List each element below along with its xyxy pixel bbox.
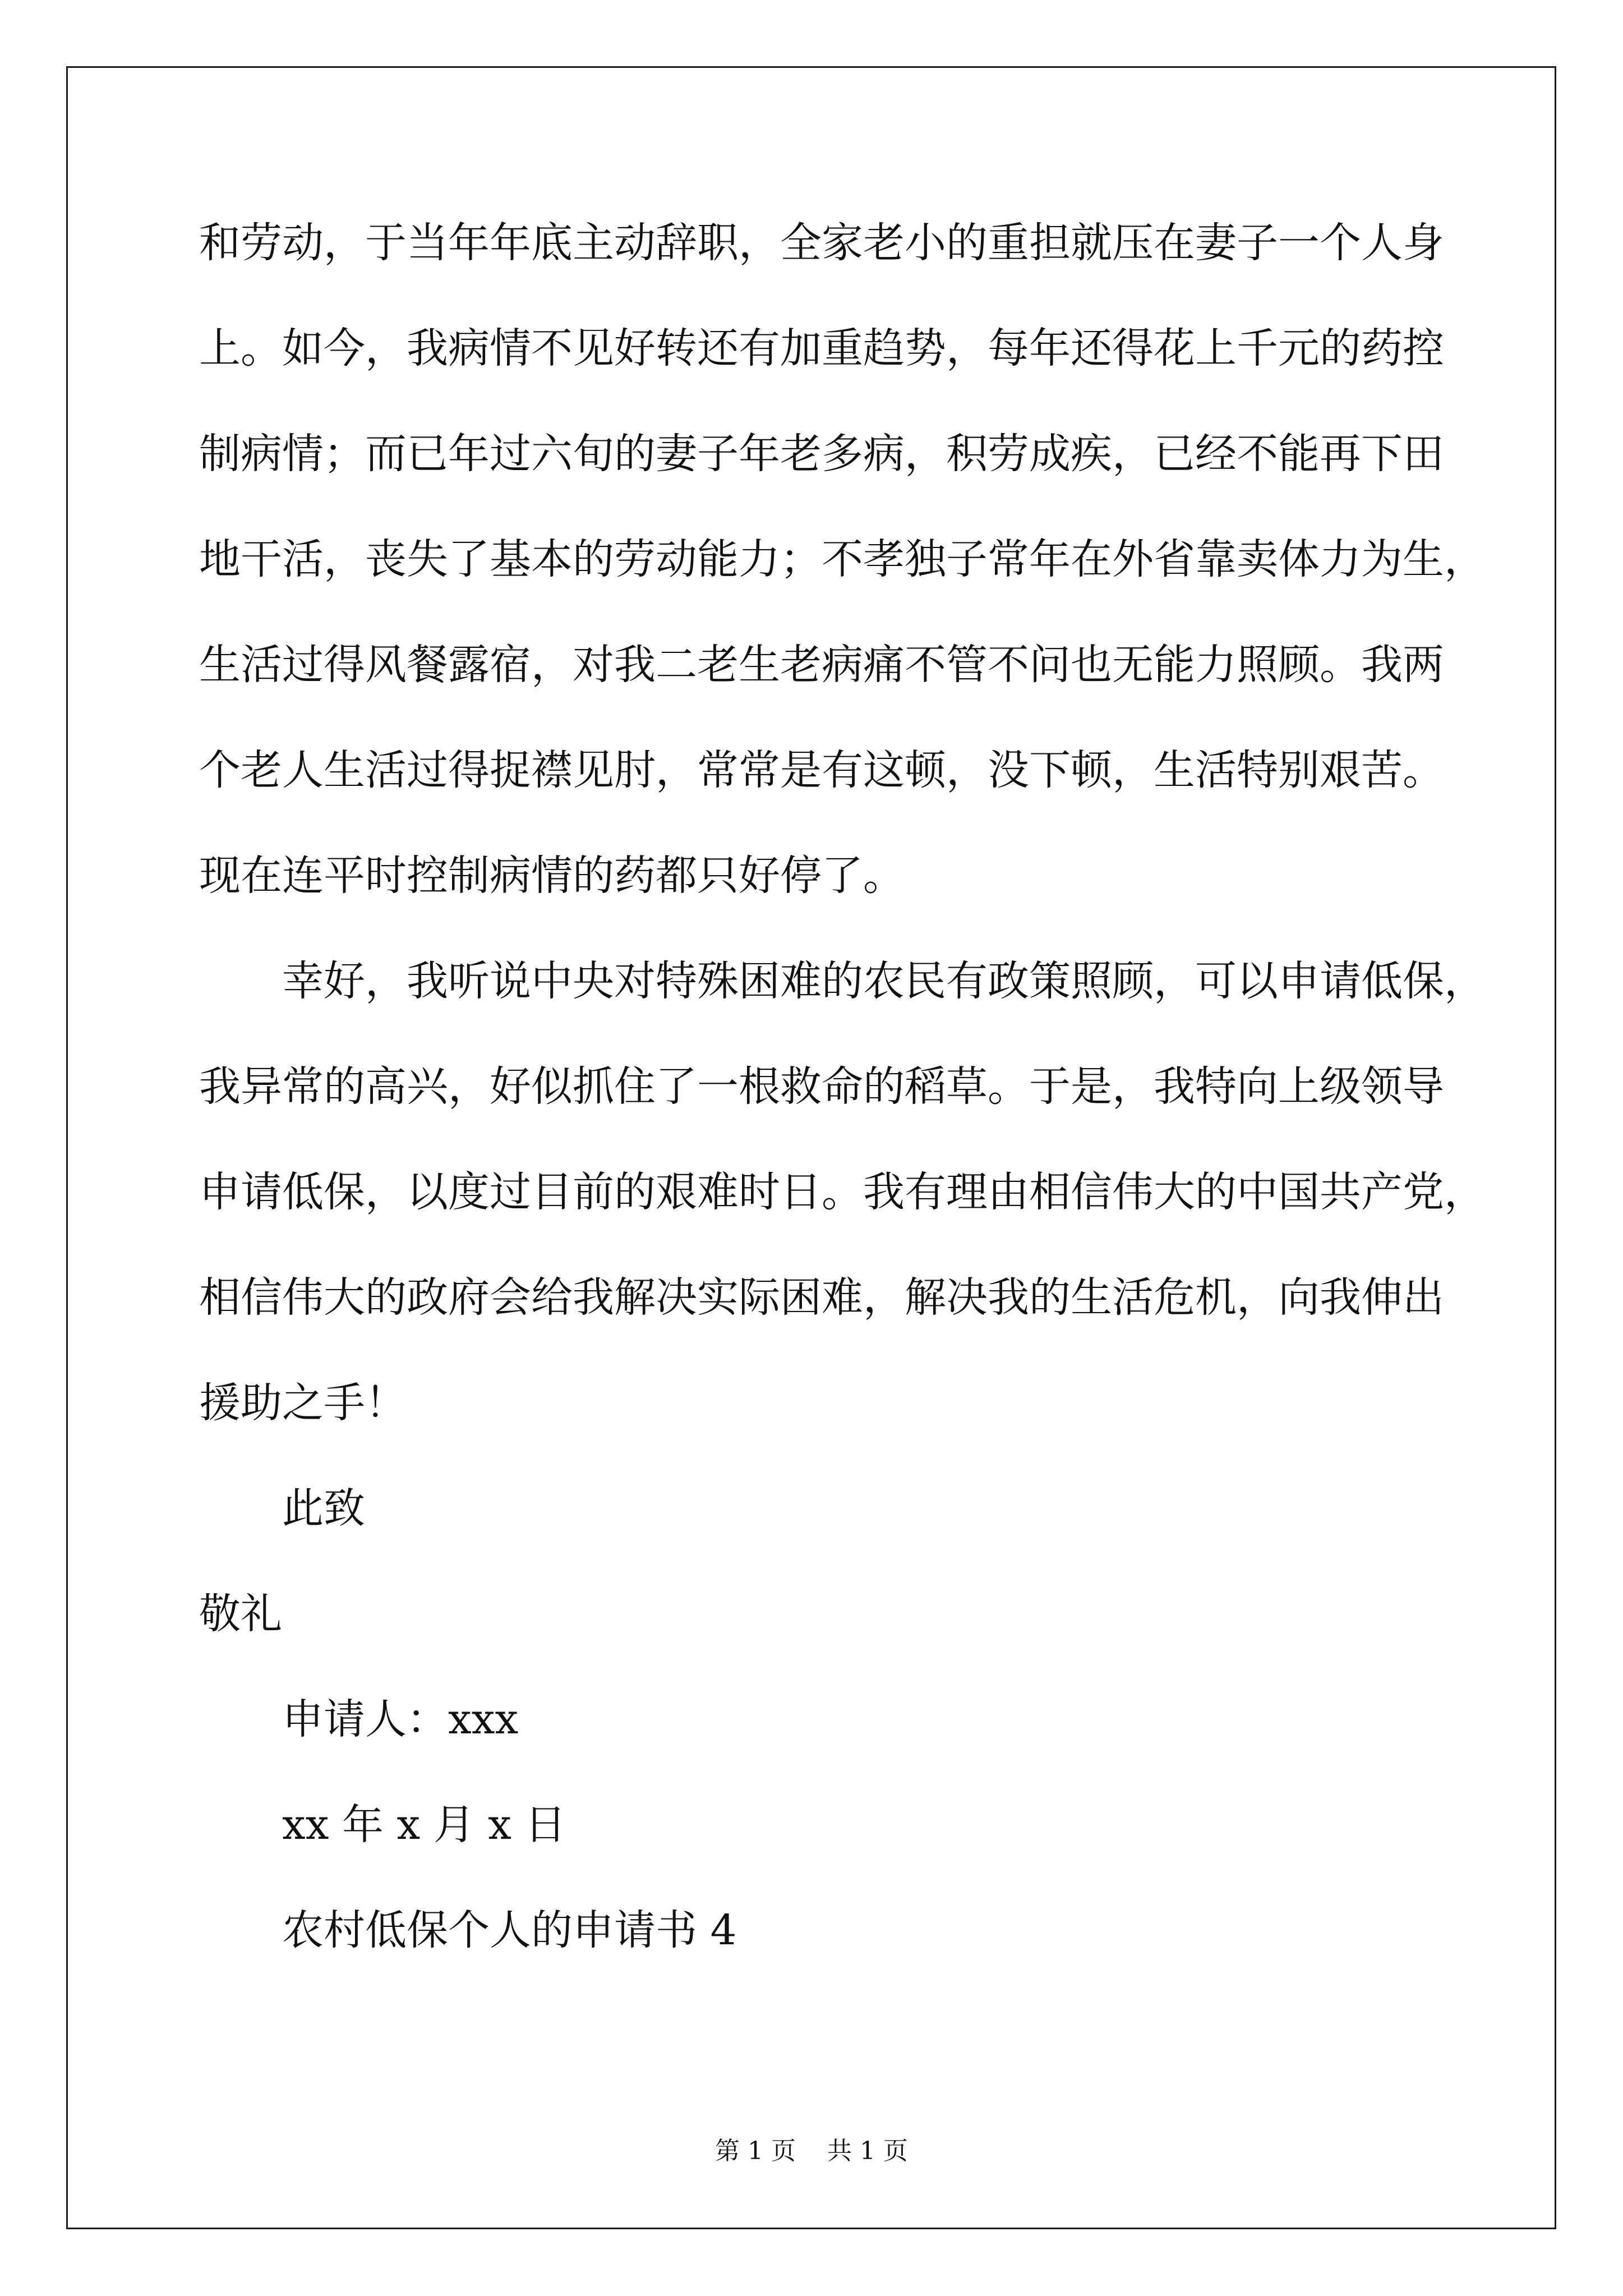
text-line: 和劳动，于当年年底主动辞职，全家老小的重担就压在妻子一个人身 [199, 219, 1444, 267]
text-line: 幸好，我听说中央对特殊困难的农民有政策照顾，可以申请低保， [282, 957, 1486, 1005]
salutation-line: 敬礼 [199, 1590, 282, 1638]
text-line: 申请低保，以度过目前的艰难时日。我有理由相信伟大的中国共产党， [199, 1168, 1486, 1216]
text-line: 制病情；而已年过六旬的妻子年老多病，积劳成疾，已经不能再下田 [199, 430, 1444, 478]
text-line: 相信伟大的政府会给我解决实际困难，解决我的生活危机，向我伸出 [199, 1273, 1444, 1322]
closing-line: 此致 [282, 1484, 365, 1533]
text-line: 个老人生活过得捉襟见肘，常常是有这顿，没下顿，生活特别艰苦。 [199, 746, 1444, 794]
date-line: xx 年 x 月 x 日 [282, 1801, 566, 1849]
page-footer: 第 1 页 共 1 页 [715, 2137, 908, 2165]
text-line: 援助之手！ [199, 1379, 407, 1427]
next-section-title: 农村低保个人的申请书 4 [282, 1906, 737, 1954]
text-line: 我异常的高兴，好似抓住了一根救命的稻草。于是，我特向上级领导 [199, 1062, 1444, 1111]
text-line: 现在连平时控制病情的药都只好停了。 [199, 852, 905, 900]
text-line: 地干活，丧失了基本的劳动能力；不孝独子常年在外省靠卖体力为生， [199, 535, 1486, 583]
applicant-line: 申请人：xxx [282, 1695, 519, 1743]
text-line: 生活过得风餐露宿，对我二老生老病痛不管不问也无能力照顾。我两 [199, 641, 1444, 689]
text-line: 上。如今，我病情不见好转还有加重趋势，每年还得花上千元的药控 [199, 324, 1444, 372]
